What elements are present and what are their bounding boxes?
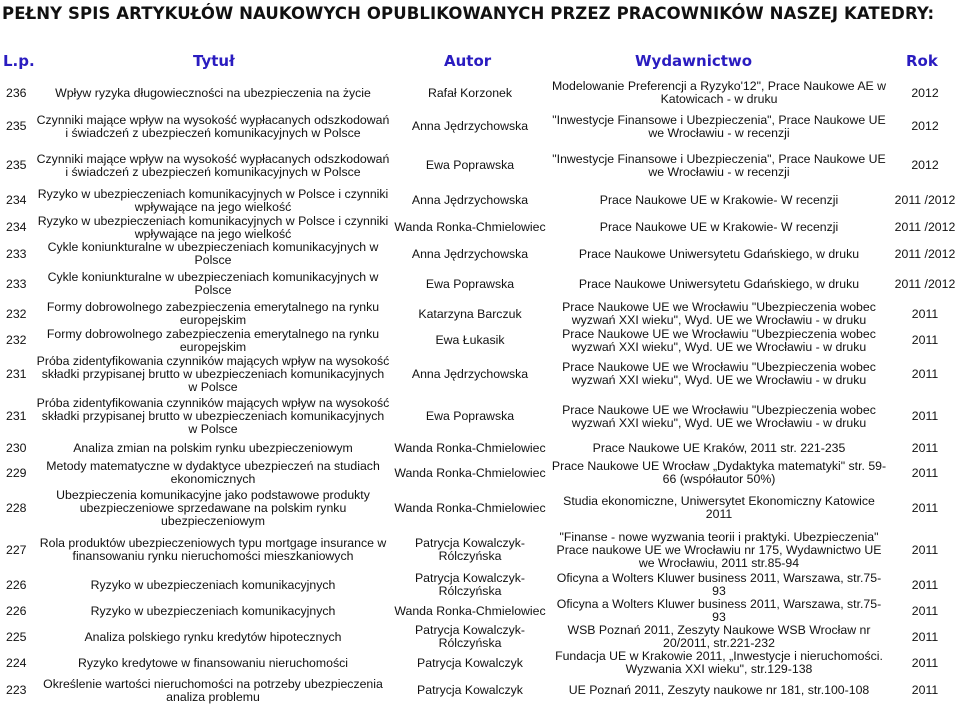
row-year: 2011 [911,577,939,592]
row-publisher: Oficyna a Wolters Kluwer business 2011, Warszawa, str.75-93 [556,598,882,624]
table-row [0,241,960,267]
row-title: Wpływ ryzyka długowieczności na ubezpieczenia na życie [55,85,371,100]
row-title: Określenie wartości nieruchomości na potrzeby ubezpieczenia analiza problemu [43,676,383,704]
row-author: Patrycja Kowalczyk [417,655,523,670]
row-publisher: Prace Naukowe UE Wrocław „Dydaktyka matematyki" str. 59-66 (współautor 50%) [551,459,887,486]
row-title: Próba zidentyfikowania czynników mających wpływ na wysokość składki przypisanej brutto w ubezpieczeniach komunikacyjnych w Polsce [36,354,390,394]
row-lp: 232 [6,333,27,347]
row-publisher: Prace Naukowe Uniwersytetu Gdańskiego, w druku [578,276,860,291]
row-author: Wanda Ronka-Chmielowiec [394,465,546,480]
table-row [0,187,960,214]
row-title: Metody matematyczne w dydaktyce ubezpieczeń na studiach ekonomicznych [46,459,380,486]
row-title: Analiza polskiego rynku kredytów hipotecznych [84,629,342,644]
row-lp: 231 [6,366,27,381]
row-title: Cykle koniunkturalne w ubezpieczeniach komunikacyjnych w Polsce [47,270,379,297]
row-publisher: Prace Naukowe UE we Wrocławiu "Ubezpieczenia wobec wyzwań XXI wieku", Wyd. UE we Wrocławiu - w druku [562,360,876,387]
row-lp: 230 [6,441,27,455]
row-author: Anna Jędrzychowska [411,246,529,261]
row-lp: 236 [6,85,27,100]
row-lp: 229 [6,465,27,480]
row-lp: 223 [6,683,27,697]
row-publisher: Prace Naukowe UE we Wrocławiu "Ubezpieczenia wobec wyzwań XXI wieku", Wyd. UE we Wrocławiu - w druku [562,402,876,430]
row-author: Ewa Poprawska [425,158,515,172]
row-author: Ewa Łukasik [435,333,505,347]
row-publisher: Prace Naukowe UE Kraków, 2011 str. 221-235 [592,441,846,455]
table-row [0,394,960,439]
row-year: 2011 [911,603,939,618]
row-year: 2012 [911,158,939,172]
table-row [0,624,960,650]
row-year: 2011 [911,409,939,423]
table-header [0,52,960,72]
row-year: 2011 [911,465,939,480]
row-author: Patrycja Kowalczyk-Rólczyńska [414,572,526,598]
header-wydawnictwo: Wydawnictwo [635,52,753,70]
row-year: 2012 [911,119,939,133]
row-author: Anna Jędrzychowska [411,366,529,381]
row-publisher: "Finanse - nowe wyzwania teorii i praktyki. Ubezpieczenia" Prace naukowe UE we Wrocławiu nr 175, Wydawnictwo UE we Wrocławiu, 2011 str.85-94 [556,529,882,570]
header-rok: Rok [906,52,938,70]
table-row [0,598,960,624]
row-lp: 228 [6,500,27,515]
row-year: 2011 [911,306,939,321]
row-publisher: Modelowanie Preferencji a Ryzyko'12", Prace Naukowe AE w Katowicach - w druku [551,79,887,106]
row-lp: 226 [6,603,27,618]
row-year: 2011 /2012 [894,220,956,234]
row-year: 2011 [911,333,939,347]
row-author: Patrycja Kowalczyk-Rólczyńska [414,536,526,563]
row-year: 2011 [911,655,939,670]
row-title: Formy dobrowolnego zabezpieczenia emerytalnego na rynku europejskim [46,301,380,327]
row-author: Patrycja Kowalczyk [417,683,523,697]
row-lp: 224 [6,655,27,670]
table-row [0,488,960,528]
row-lp: 233 [6,276,27,291]
table-row [0,109,960,144]
articles-table-body [0,77,960,705]
row-year: 2011 /2012 [894,246,956,261]
row-publisher: WSB Poznań 2011, Zeszyty Naukowe WSB Wrocław nr 20/2011, str.221-232 [567,624,871,650]
row-year: 2012 [911,85,939,100]
row-year: 2011 [911,500,939,515]
row-lp: 234 [6,193,27,207]
row-publisher: UE Poznań 2011, Zeszyty naukowe nr 181, str.100-108 [568,683,870,697]
table-row [0,676,960,705]
row-title: Ryzyko w ubezpieczeniach komunikacyjnych w Polsce i czynniki wpływające na jego wielkość [37,214,389,241]
table-row [0,144,960,187]
row-publisher: Fundacja UE w Krakowie 2011, „Inwestycje i nieruchomości. Wyzwania XXI wieku", str.129-138 [555,650,883,676]
row-author: Wanda Ronka-Chmielowiec [394,603,546,618]
table-row [0,214,960,241]
row-title: Analiza zmian na polskim rynku ubezpieczeniowym [73,441,353,455]
row-publisher: Prace Naukowe UE we Wrocławiu "Ubezpieczenia wobec wyzwań XXI wieku", Wyd. UE we Wrocławiu - w druku [562,327,876,354]
row-title: Ryzyko w ubezpieczeniach komunikacyjnych [90,577,336,592]
row-title: Czynniki mające wpływ na wysokość wypłacanych odszkodowań i świadczeń z ubezpieczeń komunikacyjnych w Polsce [36,112,390,140]
page-title: PEŁNY SPIS ARTYKUŁÓW NAUKOWYCH OPUBLIKOWANYCH PRZEZ PRACOWNIKÓW NASZEJ KATEDRY: [2,4,935,23]
row-title: Czynniki mające wpływ na wysokość wypłacanych odszkodowań i świadczeń z ubezpieczeń komunikacyjnych w Polsce [36,151,390,179]
row-title: Formy dobrowolnego zabezpieczenia emerytalnego na rynku europejskim [46,327,380,354]
row-year: 2011 [911,366,939,381]
row-author: Wanda Ronka-Chmielowiec [394,500,546,515]
row-lp: 226 [6,577,27,592]
row-title: Ryzyko w ubezpieczeniach komunikacyjnych w Polsce i czynniki wpływające na jego wielkość [37,187,389,214]
table-row [0,354,960,394]
row-author: Ewa Poprawska [425,409,515,423]
table-row [0,77,960,109]
articles-table [0,77,960,705]
row-publisher: Prace Naukowe UE we Wrocławiu "Ubezpieczenia wobec wyzwań XXI wieku", Wyd. UE we Wrocławiu - w druku [562,301,876,327]
row-title: Ryzyko kredytowe w finansowaniu nieruchomości [78,655,348,670]
header-tytul: Tytuł [193,52,235,70]
row-lp: 232 [6,306,27,321]
row-lp: 234 [6,220,27,234]
row-year: 2011 [911,542,939,557]
row-lp: 231 [6,409,27,423]
row-year: 2011 [911,629,939,644]
row-year: 2011 /2012 [894,193,956,207]
row-publisher: Prace Naukowe UE w Krakowie- W recenzji [599,220,839,234]
row-lp: 235 [6,119,27,133]
table-row [0,327,960,354]
row-title: Próba zidentyfikowania czynników mających wpływ na wysokość składki przypisanej brutto w ubezpieczeniach komunikacyjnych w Polsce [36,396,390,436]
row-author: Ewa Poprawska [425,276,515,291]
table-row [0,458,960,488]
row-publisher: Prace Naukowe UE w Krakowie- W recenzji [599,193,839,207]
row-title: Ubezpieczenia komunikacyjne jako podstawowe produkty ubezpieczeniowe sprzedawane na polskim rynku ubezpieczeniowym [56,488,370,528]
row-year: 2011 [911,441,939,455]
row-author: Rafał Korzonek [427,85,513,100]
header-autor: Autor [444,52,492,70]
row-author: Patrycja Kowalczyk-Rólczyńska [414,624,526,650]
row-publisher: Prace Naukowe Uniwersytetu Gdańskiego, w druku [578,246,860,261]
row-lp: 235 [6,158,27,172]
row-publisher: Studia ekonomiczne, Uniwersytet Ekonomiczny Katowice 2011 [563,494,875,521]
row-author: Wanda Ronka-Chmielowiec [394,220,546,234]
row-author: Katarzyna Barczuk [418,306,522,321]
row-author: Anna Jędrzychowska [411,193,529,207]
table-row [0,650,960,676]
table-row [0,528,960,572]
row-publisher: Oficyna a Wolters Kluwer business 2011, Warszawa, str.75-93 [556,572,882,598]
table-row [0,439,960,458]
row-year: 2011 /2012 [894,276,956,291]
row-publisher: "Inwestycje Finansowe i Ubezpieczenia", Prace Naukowe UE we Wrocławiu - w recenzji [552,151,886,179]
table-row [0,572,960,598]
row-title: Ryzyko w ubezpieczeniach komunikacyjnych [90,603,336,618]
row-year: 2011 [911,683,939,697]
row-publisher: "Inwestycje Finansowe i Ubezpieczenia", Prace Naukowe UE we Wrocławiu - w recenzji [552,112,886,140]
header-lp: L.p. [3,52,35,70]
row-title: Rola produktów ubezpieczeniowych typu mortgage insurance w finansowaniu rynku nieruchomości mieszkaniowych [39,536,387,563]
row-author: Wanda Ronka-Chmielowiec [394,441,546,455]
row-lp: 225 [6,629,27,644]
row-title: Cykle koniunkturalne w ubezpieczeniach komunikacyjnych w Polsce [47,241,379,267]
table-row [0,267,960,301]
row-author: Anna Jędrzychowska [411,119,529,133]
row-lp: 227 [6,542,27,557]
table-row [0,301,960,327]
row-lp: 233 [6,246,27,261]
